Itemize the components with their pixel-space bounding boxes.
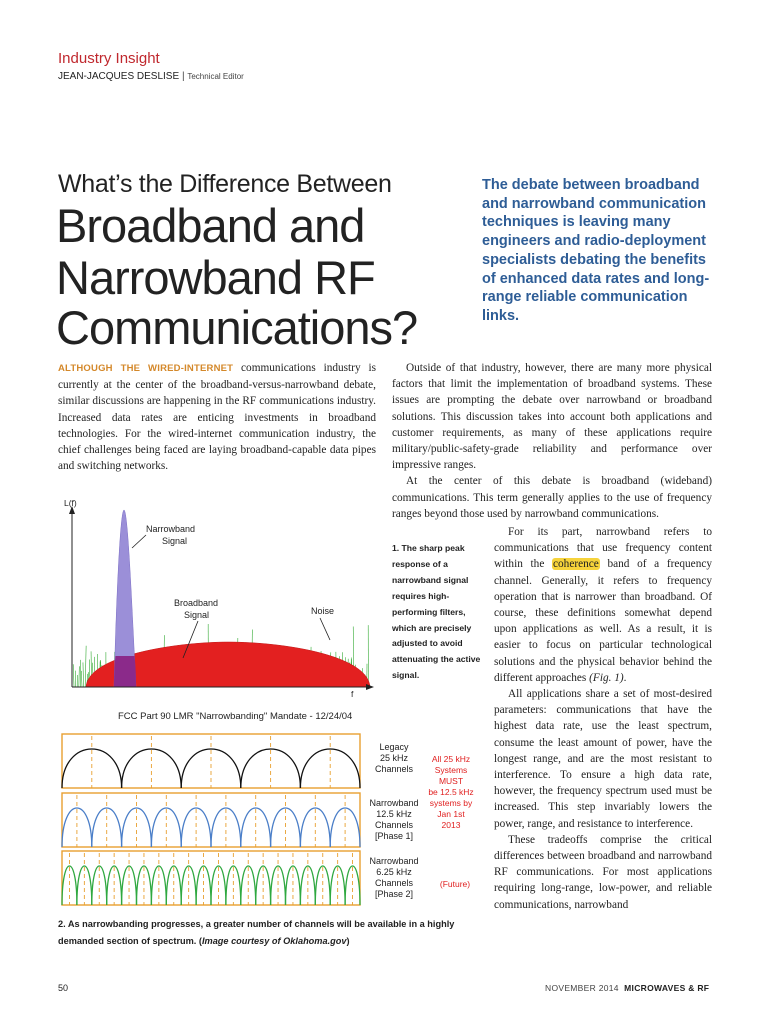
figure-2-caption [58, 916, 468, 950]
legacy-channels-label [375, 742, 414, 774]
channel-lobe [300, 808, 330, 847]
channel-lobe [151, 866, 166, 905]
channel-lobe [122, 866, 137, 905]
byline [58, 71, 244, 82]
channel-lobe [256, 866, 271, 905]
narrowband-pointer [132, 535, 146, 548]
body-paragraph: These tradeoffs comprise the critical differences between broadband and narrowband RF communications. For most applications requiring long-range, low-power, and reliable communications, narrowband [494, 833, 712, 911]
narrowband-label-line-2: Signal [162, 536, 188, 546]
lead-in: ALTHOUGH THE WIRED-INTERNET [58, 363, 234, 374]
body-paragraph: Outside of that industry, however, there are many more physical factors that limit the implementation of broadband systems. These issues are prompting the debate over narrowband or broadband solutions. This discussion takes into account both applications and customer requirements, as many of these applications require military/public-safety-grade reliability and performance over impressive ranges. [392, 362, 712, 472]
channel-lobe [181, 808, 211, 847]
caption-text: ) [346, 936, 350, 946]
label-line: Legacy [379, 742, 409, 752]
paragraph-text: communications industry is currently at the center of the broadband-versus-narrowband debate, similar discussions are happening in the RF communications industry. Increased data rates are enticing investments in broadband technologies. For the wired-internet communication industry, the chief challenges being faced are laying broadband-capable data pipes and switching networks. [58, 362, 376, 473]
body-column-2 [392, 360, 712, 522]
body-paragraph [58, 360, 376, 474]
channel-lobe [137, 866, 152, 905]
mandate-note [428, 754, 473, 830]
channel-lobe [211, 866, 226, 905]
channel-lobe [345, 866, 360, 905]
footer-issue [545, 983, 709, 993]
caption-text: 2. As narrowbanding progresses, a greater number of channels will be available in a highly demanded section of spectrum. ( [58, 919, 455, 946]
note-line: Systems [434, 765, 468, 775]
legacy-channel-row [62, 734, 360, 788]
body-paragraph: All applications share a set of most-desired parameters: communications that have the highest data rate, use the least spectrum, consume the least amount of power, have the longest range, and are the most resistant to interference. To ensure a high data rate, however, the frequency spectrum used must be increased. This step invariably lowers the power, range, and resistance to interference. [494, 688, 712, 830]
channel-lobe [62, 808, 92, 847]
headline-kicker: What’s the Difference Between [58, 170, 392, 198]
author-name: JEAN-JACQUES DESLISE [58, 71, 180, 82]
figure-1-spectrum-plot [58, 490, 383, 700]
broadband-label-line-2: Signal [184, 610, 210, 620]
figure-2-channel-diagram [58, 730, 478, 910]
channel-lobe [226, 866, 241, 905]
highlighted-term: coherence [553, 558, 599, 571]
body-paragraph [494, 524, 712, 686]
phase1-channels-label [369, 798, 418, 841]
paragraph-text: band of a frequency channel. Generally, it refers to frequency operation that is narrower than broadband. Of course, these definitions somewhat depend upon applications as well. As a result, it is easier to focus on particular technological solutions and the physical behavior behind the different approaches [494, 558, 713, 684]
channel-lobe [300, 866, 315, 905]
signal-overlap-region [114, 656, 136, 687]
label-line: Channels [374, 820, 414, 830]
label-line: Narrowband [369, 856, 419, 866]
channel-lobe [330, 808, 360, 847]
note-line: Jan 1st [437, 809, 465, 819]
byline-separator: | [181, 71, 185, 82]
channel-lobe [315, 866, 330, 905]
channel-lobe [92, 866, 107, 905]
channel-rows [62, 734, 360, 905]
noise-spike [81, 671, 82, 687]
article-deck: The debate between broadband and narrowband communication techniques is leaving many engineers and radio-deployment specialists debating the benefits of enhanced data rates and long-range reliable communication links. [482, 177, 710, 324]
future-note: (Future) [439, 879, 471, 889]
body-paragraph: At the center of this debate is broadband (wideband) communications. This term generally applies to the use of frequency ranges beyond those used by narrowband communications. [392, 475, 712, 520]
label-line: Channels [374, 764, 414, 774]
body-column-1 [58, 360, 376, 474]
author-role: Technical Editor [187, 72, 244, 81]
headline-line-2: Narrowband RF [56, 251, 375, 304]
phase2-channels-label [369, 856, 418, 899]
channel-lobe [286, 866, 301, 905]
body-column-3 [494, 524, 712, 913]
note-line: MUST [438, 776, 464, 786]
noise-spike [73, 664, 74, 687]
channel-lobe [330, 866, 345, 905]
noise-label: Noise [311, 606, 335, 616]
channel-lobe [241, 866, 256, 905]
note-line: 2013 [441, 820, 461, 830]
channel-lobe [196, 866, 211, 905]
paragraph-text: For its part, narrowband refers to communications that use frequency content within the [494, 526, 712, 571]
channel-lobe [151, 808, 181, 847]
channel-lobe [77, 866, 92, 905]
narrowband-label-line-1: Narrowband [146, 524, 196, 534]
note-line: be 12.5 kHz [428, 787, 474, 797]
figure-reference: (Fig. 1) [589, 671, 624, 684]
headline-line-1: Broadband and [56, 199, 365, 252]
x-axis-label: f [351, 689, 354, 699]
channel-lobe [241, 749, 301, 788]
label-line: [Phase 2] [374, 889, 414, 899]
channel-lobe [62, 866, 77, 905]
noise-spike [85, 646, 86, 687]
label-line: 25 kHz [379, 753, 409, 763]
channel-lobe [166, 866, 181, 905]
broadband-label-line-1: Broadband [174, 598, 219, 608]
channel-lobe [62, 749, 122, 788]
channel-lobe [122, 808, 152, 847]
note-line: systems by [429, 798, 473, 808]
channel-lobe [92, 808, 122, 847]
label-line: Narrowband [369, 798, 419, 808]
channel-lobe [181, 866, 196, 905]
channel-lobe [122, 749, 182, 788]
noise-spike [79, 666, 80, 687]
noise-spike [83, 662, 84, 687]
figure-2-title: FCC Part 90 LMR "Narrowbanding" Mandate - 12/24/04 [118, 711, 353, 722]
note-line: All 25 kHz [431, 754, 471, 764]
channel-lobe [271, 808, 301, 847]
noise-pointer [320, 618, 330, 640]
channel-lobe [271, 866, 286, 905]
magazine-name: MICROWAVES & RF [624, 983, 710, 993]
channel-lobe [241, 808, 271, 847]
channel-lobe [107, 866, 122, 905]
y-axis-label: L(f) [64, 498, 77, 508]
image-credit: Image courtesy of Oklahoma.gov [201, 936, 347, 946]
figure-1-caption: 1. The sharp peak response of a narrowband signal requires high-performing filters, which are precisely adjusted to avoid attenuating the active signal. [392, 543, 481, 681]
page-number: 50 [58, 983, 69, 993]
section-label: Industry Insight [58, 50, 160, 67]
label-line: 12.5 kHz [376, 809, 412, 819]
channel-lobe [181, 749, 241, 788]
issue-date: NOVEMBER 2014 [545, 983, 619, 993]
phase2-channel-row [62, 851, 360, 905]
channel-lobe [211, 808, 241, 847]
label-line: Channels [374, 878, 414, 888]
label-line: [Phase 1] [374, 831, 414, 841]
label-line: 6.25 kHz [376, 867, 412, 877]
channel-lobe [300, 749, 360, 788]
phase1-channel-row [62, 793, 360, 847]
paragraph-text: . [623, 671, 627, 684]
headline-line-3: Communications? [56, 301, 418, 354]
